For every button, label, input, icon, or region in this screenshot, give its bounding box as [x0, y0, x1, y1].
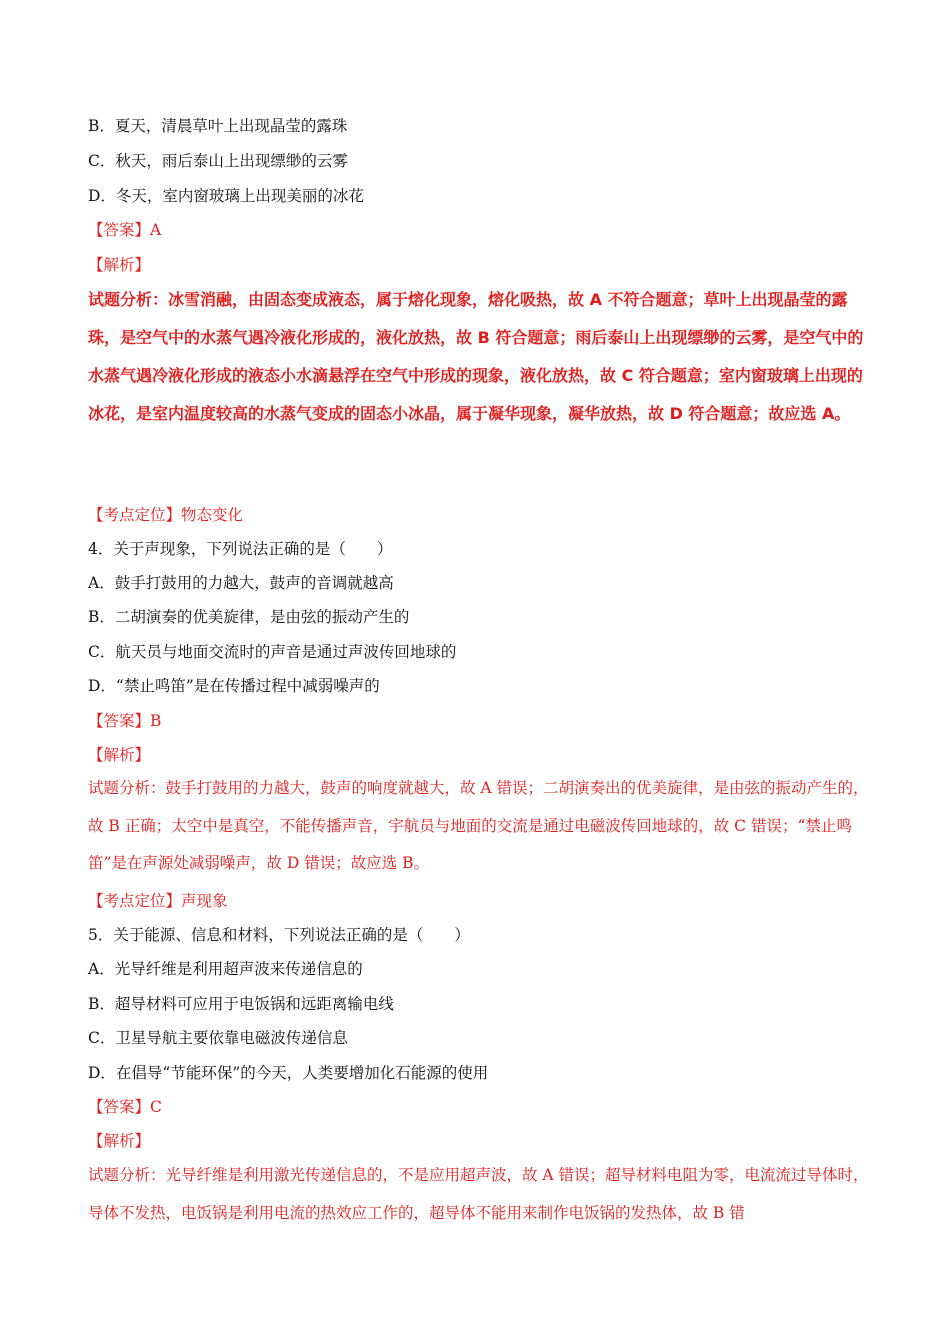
- q4-option-d: D．“禁止鸣笛”是在传播过程中减弱噪声的: [88, 677, 380, 695]
- q5-option-c: C．卫星导航主要依靠电磁波传递信息: [88, 1029, 348, 1047]
- q5-option-d: D．在倡导“节能环保”的今天，人类要增加化石能源的使用: [88, 1064, 489, 1082]
- q3-analysis-text: 试题分析：冰雪消融，由固态变成液态，属于熔化现象，熔化吸热，故 A 不符合题意；草叶上出现晶莹的露珠，是空气中的水蒸气遇冷液化形成的，液化放热，故 B 符合题意；雨后泰山上出现缥缈的云雾，是空气中的水蒸气遇冷液化形成的液态小水滴悬浮在空气中形成的现象，液化放热，故 C 符合题意；室内窗玻璃上出现的冰花，是室内温度较高的水蒸气变成的固态小冰晶，属于凝华现象，凝华放热，故 D 符合题意；故应选 A。: [88, 290, 864, 423]
- q4-analysis-text: 试题分析：鼓手打鼓用的力越大，鼓声的响度就越大，故 A 错误；二胡演奏出的优美旋律，是由弦的振动产生的，故 B 正确；太空中是真空，不能传播声音，宇航员与地面的交流是通过电磁波传回地球的，故 C 错误；“禁止鸣笛”是在声源处减弱噪声，故 D 错误；故应选 B。: [88, 779, 869, 872]
- q3-option-d: D．冬天，室内窗玻璃上出现美丽的冰花: [88, 187, 364, 205]
- q3-kaodian: 【考点定位】物态变化: [88, 506, 244, 524]
- q4-option-c: C．航天员与地面交流时的声音是通过声波传回地球的: [88, 643, 457, 661]
- q4-answer: 【答案】B: [88, 712, 162, 730]
- q4-option-b: B．二胡演奏的优美旋律，是由弦的振动产生的: [88, 608, 410, 626]
- q3-answer: 【答案】A: [88, 221, 162, 239]
- q4-kaodian: 【考点定位】声现象: [88, 892, 228, 910]
- q5-analysis-label: 【解析】: [88, 1132, 151, 1150]
- q3-option-b: B．夏天，清晨草叶上出现晶莹的露珠: [88, 117, 348, 135]
- q5-option-a: A．光导纤维是利用超声波来传递信息的: [88, 960, 363, 978]
- q3-analysis-label: 【解析】: [88, 256, 151, 274]
- q4-option-a: A．鼓手打鼓用的力越大，鼓声的音调就越高: [88, 574, 394, 592]
- q5-analysis-text: 试题分析：光导纤维是利用激光传递信息的，不是应用超声波，故 A 错误；超导材料电阻为零，电流流过导体时，导体不发热，电饭锅是利用电流的热效应工作的，超导体不能用来制作电饭锅的发热体，故 B 错: [88, 1166, 869, 1222]
- q4-stem: 4．关于声现象，下列说法正确的是（ ）: [88, 540, 393, 558]
- q5-answer: 【答案】C: [88, 1098, 162, 1116]
- q3-option-c: C．秋天，雨后泰山上出现缥缈的云雾: [88, 152, 348, 170]
- q5-option-b: B．超导材料可应用于电饭锅和远距离输电线: [88, 995, 394, 1013]
- q5-stem: 5．关于能源、信息和材料，下列说法正确的是（ ）: [88, 926, 470, 944]
- q4-analysis-label: 【解析】: [88, 746, 151, 764]
